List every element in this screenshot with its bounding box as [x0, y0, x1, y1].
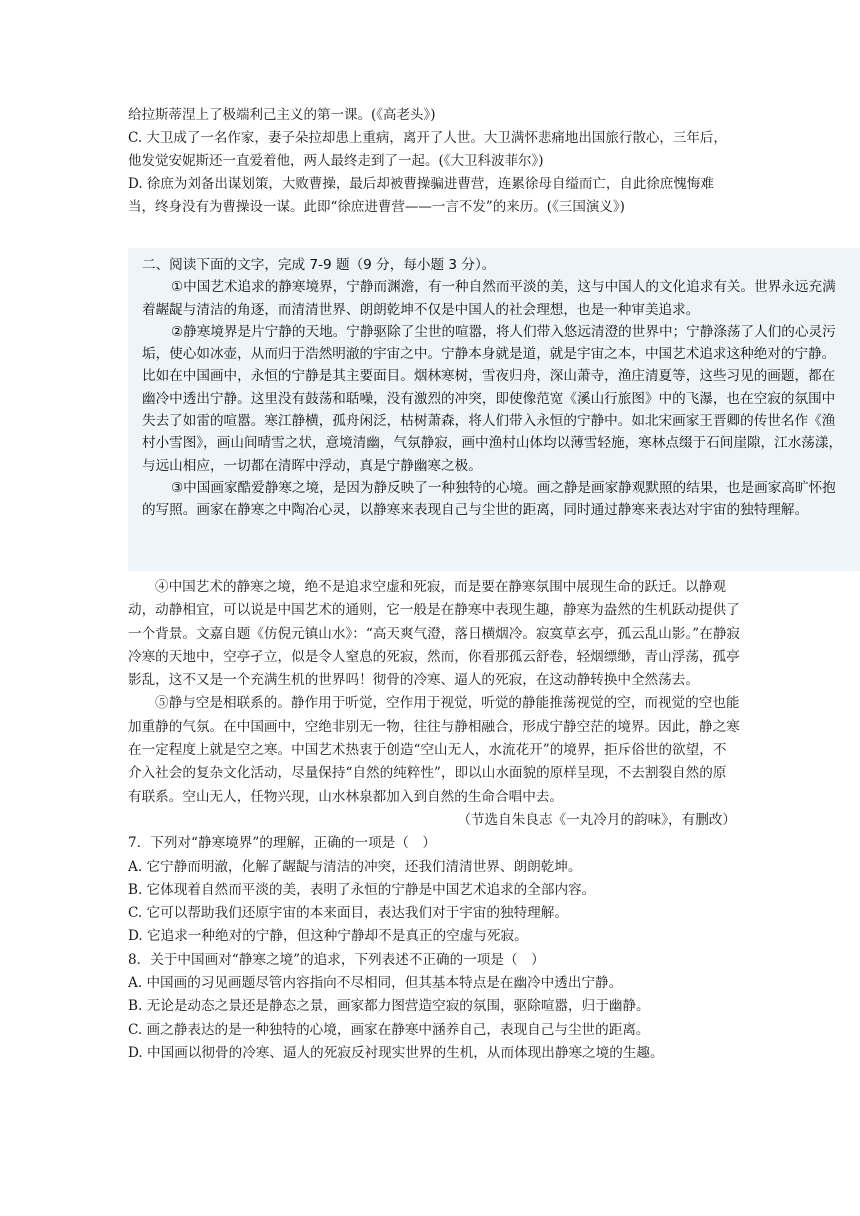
question-8-stem: 8．关于中国画对“静寒之境”的追求，下列表述不正确的一项是（ ）	[128, 951, 545, 968]
question-8-option-b: B. 无论是动态之景还是静态之景，画家都力图营造空寂的氛围，驱除喧嚣，归于幽静。	[128, 998, 650, 1015]
question-7-option-d: D. 它追求一种绝对的宁静，但这种宁静却不是真正的空虚与死寂。	[128, 928, 528, 945]
section-heading: 二、阅读下面的文字，完成 7-9 题（9 分，每小题 3 分）。	[142, 257, 496, 273]
passage-paragraph-2: ②静寒境界是片宁静的天地。宁静驱除了尘世的喧嚣，将人们带入悠远清澄的世界中；宁静涤荡了人们的心灵污垢，使心如冰壶，从而归于浩然明澈的宇宙之中。宁静本身就是道，就是宇宙之本，中国艺术追求这种绝对的宁静。比如在中国画中，永恒的宁静是其主要面目。烟林寒树，雪夜归舟，深山萧寺，渔庄清夏等，这些习见的画题，都在幽冷中透出宁静。这里没有鼓荡和聒噪，没有激烈的冲突，即使像范宽《溪山行旅图》中的飞瀑，也在空寂的氛围中失去了如雷的喧嚣。寒江静横，孤舟闲泛，枯树萧森，将人们带入永恒的宁静中。如北宋画家王晋卿的传世名作《渔村小雪图》，画山间晴雪之状，意境清幽，气氛静寂，画中渔村山体均以薄雪轻施，寒林点缀于石间崖隙，江水荡漾，与远山相应，一切都在清晖中浮动，真是宁静幽寒之极。	[142, 323, 843, 474]
passage-paragraph-3: ③中国画家酷爱静寒之境，是因为静反映了一种独特的心境。画之静是画家静观默照的结果，也是画家高旷怀抱的写照。画家在静寒之中陶冶心灵，以静寒来表现自己与尘世的距离，同时通过静寒来表达对宇宙的独特理解。	[142, 479, 836, 519]
option-c: C. 大卫成了一名作家，妻子朵拉却患上重病，离开了人世。大卫满怀悲痛地出国旅行散心，三年后，他发觉安妮斯还一直爱着他，两人最终走到了一起。(《大卫科波菲尔》)	[128, 130, 727, 169]
scanned-passage-block	[128, 248, 860, 571]
question-7-option-c: C. 它可以帮助我们还原宇宙的本来面目，表达我们对于宇宙的独特理解。	[128, 905, 568, 922]
passage-paragraph-5: ⑤静与空是相联系的。静作用于听觉，空作用于视觉，听觉的静能推荡视觉的空，而视觉的空也能加重静的气氛。在中国画中，空绝非别无一物，往往与静相融合，形成宁静空茫的境界。因此，静之寒在一定程度上就是空之寒。中国艺术热衷于创造“空山无人，水流花开”的境界，拒斥俗世的欲望，不介入社会的复杂文化活动，尽量保持“自然的纯粹性”，即以山水面貌的原样呈现，不去割裂自然的原有联系。空山无人，任物兴现，山水林泉都加入到自然的生命合唱中去。	[128, 695, 740, 805]
passage-paragraph-4: ④中国艺术的静寒之境，绝不是追求空虚和死寂，而是要在静寒氛围中展现生命的跃迁。以静观动，动静相宜，可以说是中国艺术的通则，它一般是在静寒中表现生趣，静寒为盎然的生机跃动提供了一个背景。文嘉自题《仿倪元镇山水》：“高天爽气澄，落日横烟冷。寂寞草玄亭，孤云乱山影。”在静寂冷寒的天地中，空亭孑立，似是令人窒息的死寂，然而，你看那孤云舒卷，轻烟缥缈，青山浮荡，孤亭影乱，这不又是一个充满生机的世界吗！彻骨的冷寒、逼人的死寂，在这动静转换中全然荡去。	[128, 579, 741, 689]
option-d: D. 徐庶为刘备出谋划策，大败曹操，最后却被曹操骗进曹营，连累徐母自缢而亡，自此徐庶愧悔难当，终身没有为曹操设一谋。此即“徐庶进曹营——一言不发”的来历。(《三国演义》)	[128, 176, 714, 215]
question-7-option-a: A. 它宁静而明澈，化解了龌龊与清洁的冲突，还我们清清世界、朗朗乾坤。	[128, 858, 582, 875]
question-7-option-b: B. 它体现着自然而平淡的美，表明了永恒的宁静是中国艺术追求的全部内容。	[128, 881, 596, 898]
passage-paragraph-1: ①中国艺术追求的静寒境界，宁静而渊澹，有一种自然而平淡的美，这与中国人的文化追求有关。世界永远充满着龌龊与清洁的角逐，而清清世界、朗朗乾坤不仅是中国人的社会理想，也是一种审美追求。	[142, 279, 836, 318]
question-7-stem: 7．下列对“静寒境界”的理解，正确的一项是（ ）	[128, 835, 437, 852]
question-8-option-c: C. 画之静表达的是一种独特的心境，画家在静寒中涵养自己，表现自己与尘世的距离。	[128, 1021, 650, 1038]
question-8-option-d: D. 中国画以彻骨的冷寒、逼人的死寂反衬现实世界的生机，从而体现出静寒之境的生趣。	[128, 1044, 664, 1061]
question-8-option-a: A. 中国画的习见画题尽管内容指向不尽相同，但其基本特点是在幽冷中透出宁静。	[128, 975, 623, 992]
passage-continued	[128, 576, 740, 1065]
option-b-tail: 给拉斯蒂涅上了极端利己主义的第一课。(《高老头》)	[128, 107, 436, 123]
source-citation: （节选自朱良志《一丸冷月的韵味》，有删改）	[457, 811, 736, 828]
previous-question-options	[128, 104, 740, 219]
